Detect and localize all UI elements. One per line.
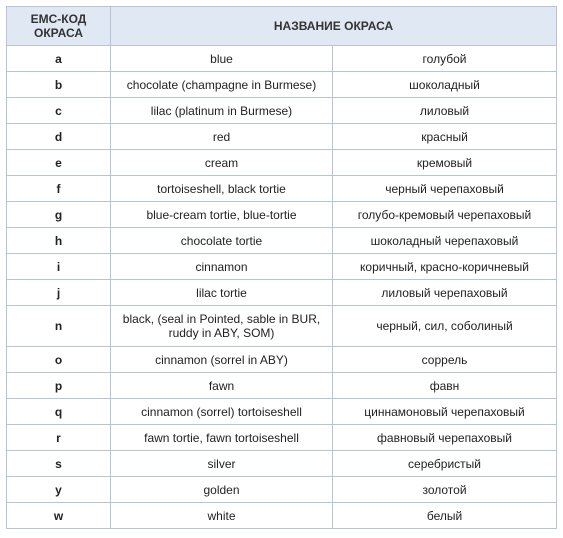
table-row	[7, 425, 557, 451]
color-name-ru-cell: кремовый	[333, 150, 557, 176]
ems-code-cell: g	[7, 202, 111, 228]
color-name-ru-cell: шоколадный черепаховый	[333, 228, 557, 254]
table-header-row	[7, 7, 557, 46]
ems-code-cell: e	[7, 150, 111, 176]
table-row	[7, 46, 557, 72]
table-row	[7, 373, 557, 399]
color-name-ru-cell: циннамоновый черепаховый	[333, 399, 557, 425]
table-row	[7, 228, 557, 254]
color-name-en-cell: cinnamon	[111, 254, 333, 280]
ems-code-cell: j	[7, 280, 111, 306]
color-name-en-cell: fawn	[111, 373, 333, 399]
color-code-table-container	[6, 6, 556, 529]
color-name-ru-cell: серебристый	[333, 451, 557, 477]
color-name-en-cell: chocolate (champagne in Burmese)	[111, 72, 333, 98]
header-color-name: НАЗВАНИЕ ОКРАСА	[111, 7, 557, 46]
table-row	[7, 399, 557, 425]
color-name-en-cell: blue-cream tortie, blue-tortie	[111, 202, 333, 228]
color-name-en-cell: lilac tortie	[111, 280, 333, 306]
color-name-ru-cell: черный черепаховый	[333, 176, 557, 202]
table-row	[7, 503, 557, 529]
color-code-table	[6, 6, 557, 529]
ems-code-cell: b	[7, 72, 111, 98]
color-name-ru-cell: черный, сил, соболиный	[333, 306, 557, 347]
color-name-ru-cell: соррель	[333, 347, 557, 373]
color-name-ru-cell: фавновый черепаховый	[333, 425, 557, 451]
table-row	[7, 477, 557, 503]
table-row	[7, 124, 557, 150]
color-name-ru-cell: лиловый черепаховый	[333, 280, 557, 306]
ems-code-cell: f	[7, 176, 111, 202]
ems-code-cell: c	[7, 98, 111, 124]
color-name-en-cell: black, (seal in Pointed, sable in BUR, ruddy in ABY, SOM)	[111, 306, 333, 347]
table-row	[7, 306, 557, 347]
ems-code-cell: h	[7, 228, 111, 254]
color-name-ru-cell: голубо-кремовый черепаховый	[333, 202, 557, 228]
color-name-en-cell: white	[111, 503, 333, 529]
table-row	[7, 176, 557, 202]
ems-code-cell: p	[7, 373, 111, 399]
ems-code-cell: a	[7, 46, 111, 72]
ems-code-cell: i	[7, 254, 111, 280]
table-row	[7, 280, 557, 306]
table-row	[7, 72, 557, 98]
color-name-en-cell: fawn tortie, fawn tortoiseshell	[111, 425, 333, 451]
color-name-en-cell: silver	[111, 451, 333, 477]
table-body	[7, 46, 557, 529]
color-name-en-cell: cream	[111, 150, 333, 176]
color-name-en-cell: chocolate tortie	[111, 228, 333, 254]
ems-code-cell: r	[7, 425, 111, 451]
ems-code-cell: s	[7, 451, 111, 477]
color-name-ru-cell: коричный, красно-коричневый	[333, 254, 557, 280]
color-name-en-cell: cinnamon (sorrel) tortoiseshell	[111, 399, 333, 425]
table-row	[7, 451, 557, 477]
ems-code-cell: o	[7, 347, 111, 373]
color-name-ru-cell: голубой	[333, 46, 557, 72]
table-row	[7, 150, 557, 176]
ems-code-cell: d	[7, 124, 111, 150]
ems-code-cell: y	[7, 477, 111, 503]
color-name-en-cell: red	[111, 124, 333, 150]
header-ems-code-line1: ЕМС-КОД	[30, 12, 87, 26]
color-name-en-cell: tortoiseshell, black tortie	[111, 176, 333, 202]
color-name-ru-cell: шоколадный	[333, 72, 557, 98]
ems-code-cell: q	[7, 399, 111, 425]
color-name-ru-cell: красный	[333, 124, 557, 150]
table-row	[7, 202, 557, 228]
ems-code-cell: w	[7, 503, 111, 529]
color-name-ru-cell: фавн	[333, 373, 557, 399]
color-name-en-cell: lilac (platinum in Burmese)	[111, 98, 333, 124]
header-ems-code	[7, 7, 111, 46]
table-row	[7, 347, 557, 373]
table-row	[7, 254, 557, 280]
header-ems-code-line2: ОКРАСА	[33, 26, 83, 40]
color-name-en-cell: cinnamon (sorrel in ABY)	[111, 347, 333, 373]
color-name-en-cell: golden	[111, 477, 333, 503]
color-name-en-cell: blue	[111, 46, 333, 72]
table-row	[7, 98, 557, 124]
color-name-ru-cell: лиловый	[333, 98, 557, 124]
color-name-ru-cell: белый	[333, 503, 557, 529]
ems-code-cell: n	[7, 306, 111, 347]
color-name-ru-cell: золотой	[333, 477, 557, 503]
